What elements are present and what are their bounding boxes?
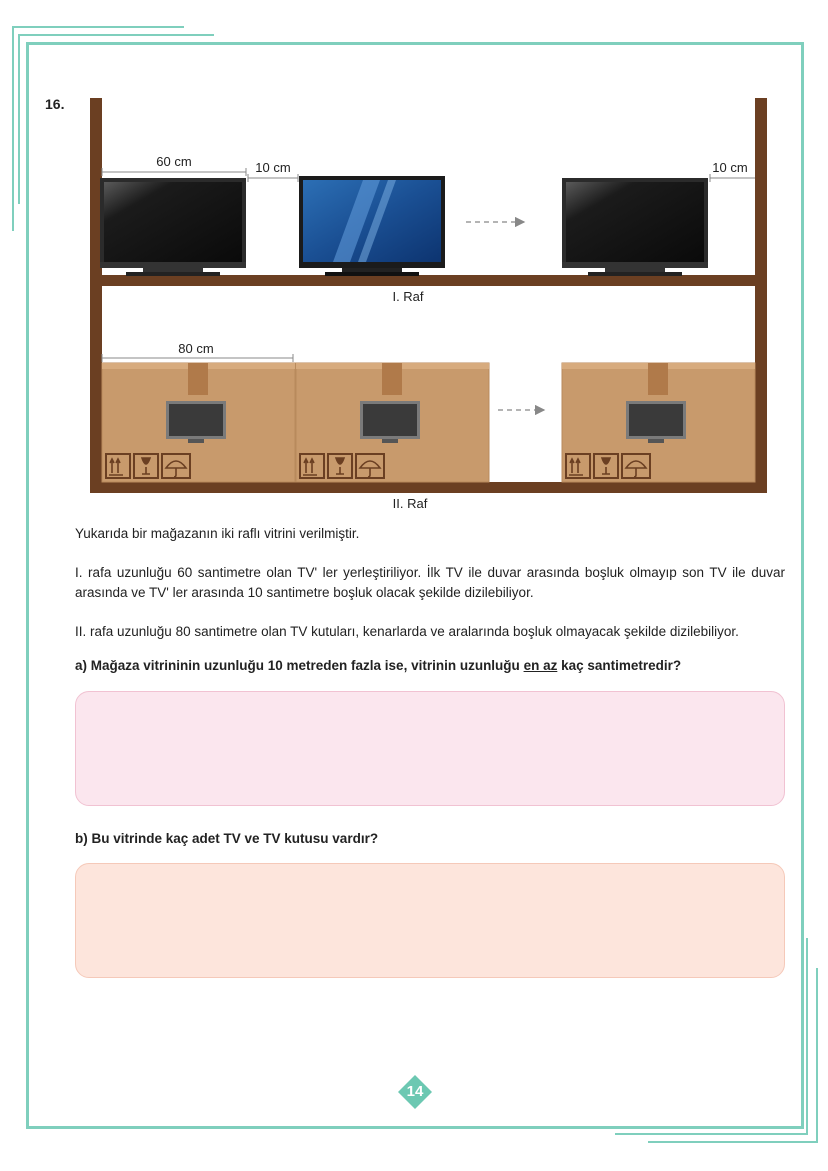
frame-deco-top-v2 xyxy=(18,34,20,204)
question-number: 16. xyxy=(45,96,65,112)
shelf1-label: I. Raf xyxy=(392,289,424,304)
tv-box-2 xyxy=(296,363,489,482)
frame-deco-top-h1 xyxy=(12,26,184,28)
frame-deco-bot-h1 xyxy=(615,1133,807,1135)
intro-text: Yukarıda bir mağazanın iki raflı vitrini verilmiştir. xyxy=(75,526,360,541)
dim-box-width: 80 cm xyxy=(178,341,214,356)
answer-box-a[interactable] xyxy=(75,691,785,806)
answer-box-b[interactable] xyxy=(75,863,785,978)
tv-3 xyxy=(562,178,708,276)
tv-box-1 xyxy=(102,363,295,482)
question-a-part1: a) Mağaza vitrininin uzunluğu 10 metreden fazla ise, vitrinin uzunluğu xyxy=(75,658,524,673)
question-a xyxy=(75,656,785,676)
shelf-wall-right xyxy=(755,98,767,493)
frame-deco-bot-v2 xyxy=(816,968,818,1143)
shelf2-board xyxy=(90,482,767,493)
dim-gap-wall: 10 cm xyxy=(712,160,748,175)
frame-deco-bot-h2 xyxy=(648,1141,818,1143)
tv-1 xyxy=(100,178,246,276)
shelf2-label: II. Raf xyxy=(392,496,428,511)
question-a-underline: en az xyxy=(523,658,558,673)
tv-2 xyxy=(299,176,445,276)
frame-deco-bot-v1 xyxy=(806,938,808,1135)
shelf1-board xyxy=(90,275,767,286)
frame-deco-top-v1 xyxy=(12,26,14,231)
page-number: 14 xyxy=(406,1083,424,1100)
frame-deco-top-h2 xyxy=(18,34,214,36)
shelf2-rule-text: II. rafa uzunluğu 80 santimetre olan TV kutuları, kenarlarda ve aralarında boşluk olmayacak şekilde dizilebiliyor. xyxy=(75,624,739,639)
tv-box-3 xyxy=(562,363,755,482)
shelf-figure xyxy=(88,98,770,513)
dim-tv-width: 60 cm xyxy=(156,154,192,169)
dim-gap-between: 10 cm xyxy=(255,160,291,175)
shelf1-rule-text: I. rafa uzunluğu 60 santimetre olan TV' ler yerleştiriliyor. İlk TV ile duvar arasında boşluk olmayıp son TV ile duvar arasında ve TV' ler arasında 10 santimetre boşluk olacak şekilde dizilebiliyor. xyxy=(75,565,785,600)
shelf-wall-left xyxy=(90,98,102,493)
question-b: b) Bu vitrinde kaç adet TV ve TV kutusu vardır? xyxy=(75,831,379,846)
question-a-part2: kaç santimetredir? xyxy=(557,658,682,673)
